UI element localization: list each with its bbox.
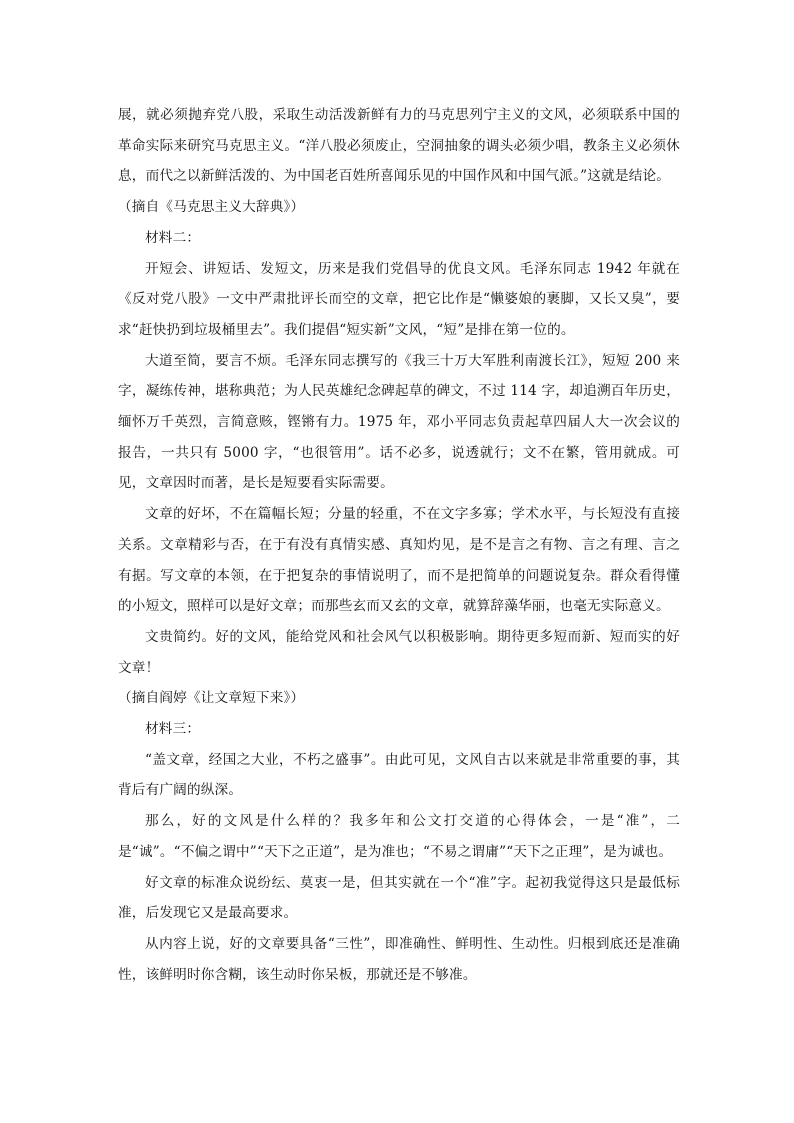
section-label-material-three: 材料三： (145, 721, 201, 738)
paragraph: 文贵简约。好的文风，能给党风和社会风气以积极影响。期待更多短而新、短而实的好文章！ (118, 628, 680, 676)
paragraph: 好文章的标准众说纷纭、莫衷一是，但其实就在一个“准”字。起初我觉得这只是最低标准，后发现它又是最高要求。 (118, 874, 680, 922)
paragraph: 文章的好坏，不在篇幅长短；分量的轻重，不在文字多寡；学术水平，与长短没有直接关系。文章精彩与否，在于有没有真情实感、真知灼见，是不是言之有物、言之有理、言之有据。写文章的本领，在于把复杂的事情说明了，而不是把简单的问题说复杂。群众看得懂的小短文，照样可以是好文章；而那些玄而又玄的文章，就算辞藻华丽，也毫无实际意义。 (118, 506, 680, 615)
paragraph: 开短会、讲短话、发短文，历来是我们党倡导的优良文风。毛泽东同志 1942 年就在《反对党八股》一文中严肃批评长而空的文章，把它比作是“懒婆娘的裹脚，又长又臭”，要求“赶快扔到垃圾桶里去”。我们提倡“短实新”文风，“短”是排在第一位的。 (118, 260, 680, 338)
paragraph: 大道至简，要言不烦。毛泽东同志撰写的《我三十万大军胜利南渡长江》，短短 200 来字，凝练传神，堪称典范；为人民英雄纪念碑起草的碑文，不过 114 字，却追溯百年历史，缅怀万千英烈，言简意赅，铿锵有力。1975 年，邓小平同志负责起草四届人大一次会议的报告，一共只有 5000 字，“也很管用”。话不必多，说透就行；文不在繁，管用就成。可见，文章因时而著，是长是短要看实际需要。 (118, 352, 680, 492)
paragraph-material-one-end: 展，就必须抛弃党八股，采取生动活泼新鲜有力的马克思列宁主义的文风，必须联系中国的革命实际来研究马克思主义。“洋八股必须废止，空洞抽象的调头必须少唱，教条主义必须休息，而代之以新鲜活泼的、为中国老百姓所喜闻乐见的中国作风和中国气派。”这就是结论。 (118, 107, 680, 185)
source-citation: （摘自阎婷《让文章短下来》） (118, 690, 305, 707)
source-citation: （摘自《马克思主义大辞典》） (118, 199, 305, 216)
paragraph: “盖文章，经国之大业，不朽之盛事”。由此可见，文风自古以来就是非常重要的事，其背后有广阔的纵深。 (118, 751, 680, 799)
section-label-material-two: 材料二： (145, 229, 201, 246)
paragraph: 那么，好的文风是什么样的？我多年和公文打交道的心得体会，一是“准”，二是“诚”。“不偏之谓中”“天下之正道”，是为准也；“不易之谓庸”“天下之正理”，是为诚也。 (118, 813, 680, 860)
document-page (118, 100, 680, 990)
paragraph: 从内容上说，好的文章要具备“三性”，即准确性、鲜明性、生动性。归根到底还是准确性，该鲜明时你含糊，该生动时你呆板，那就还是不够准。 (118, 935, 680, 983)
